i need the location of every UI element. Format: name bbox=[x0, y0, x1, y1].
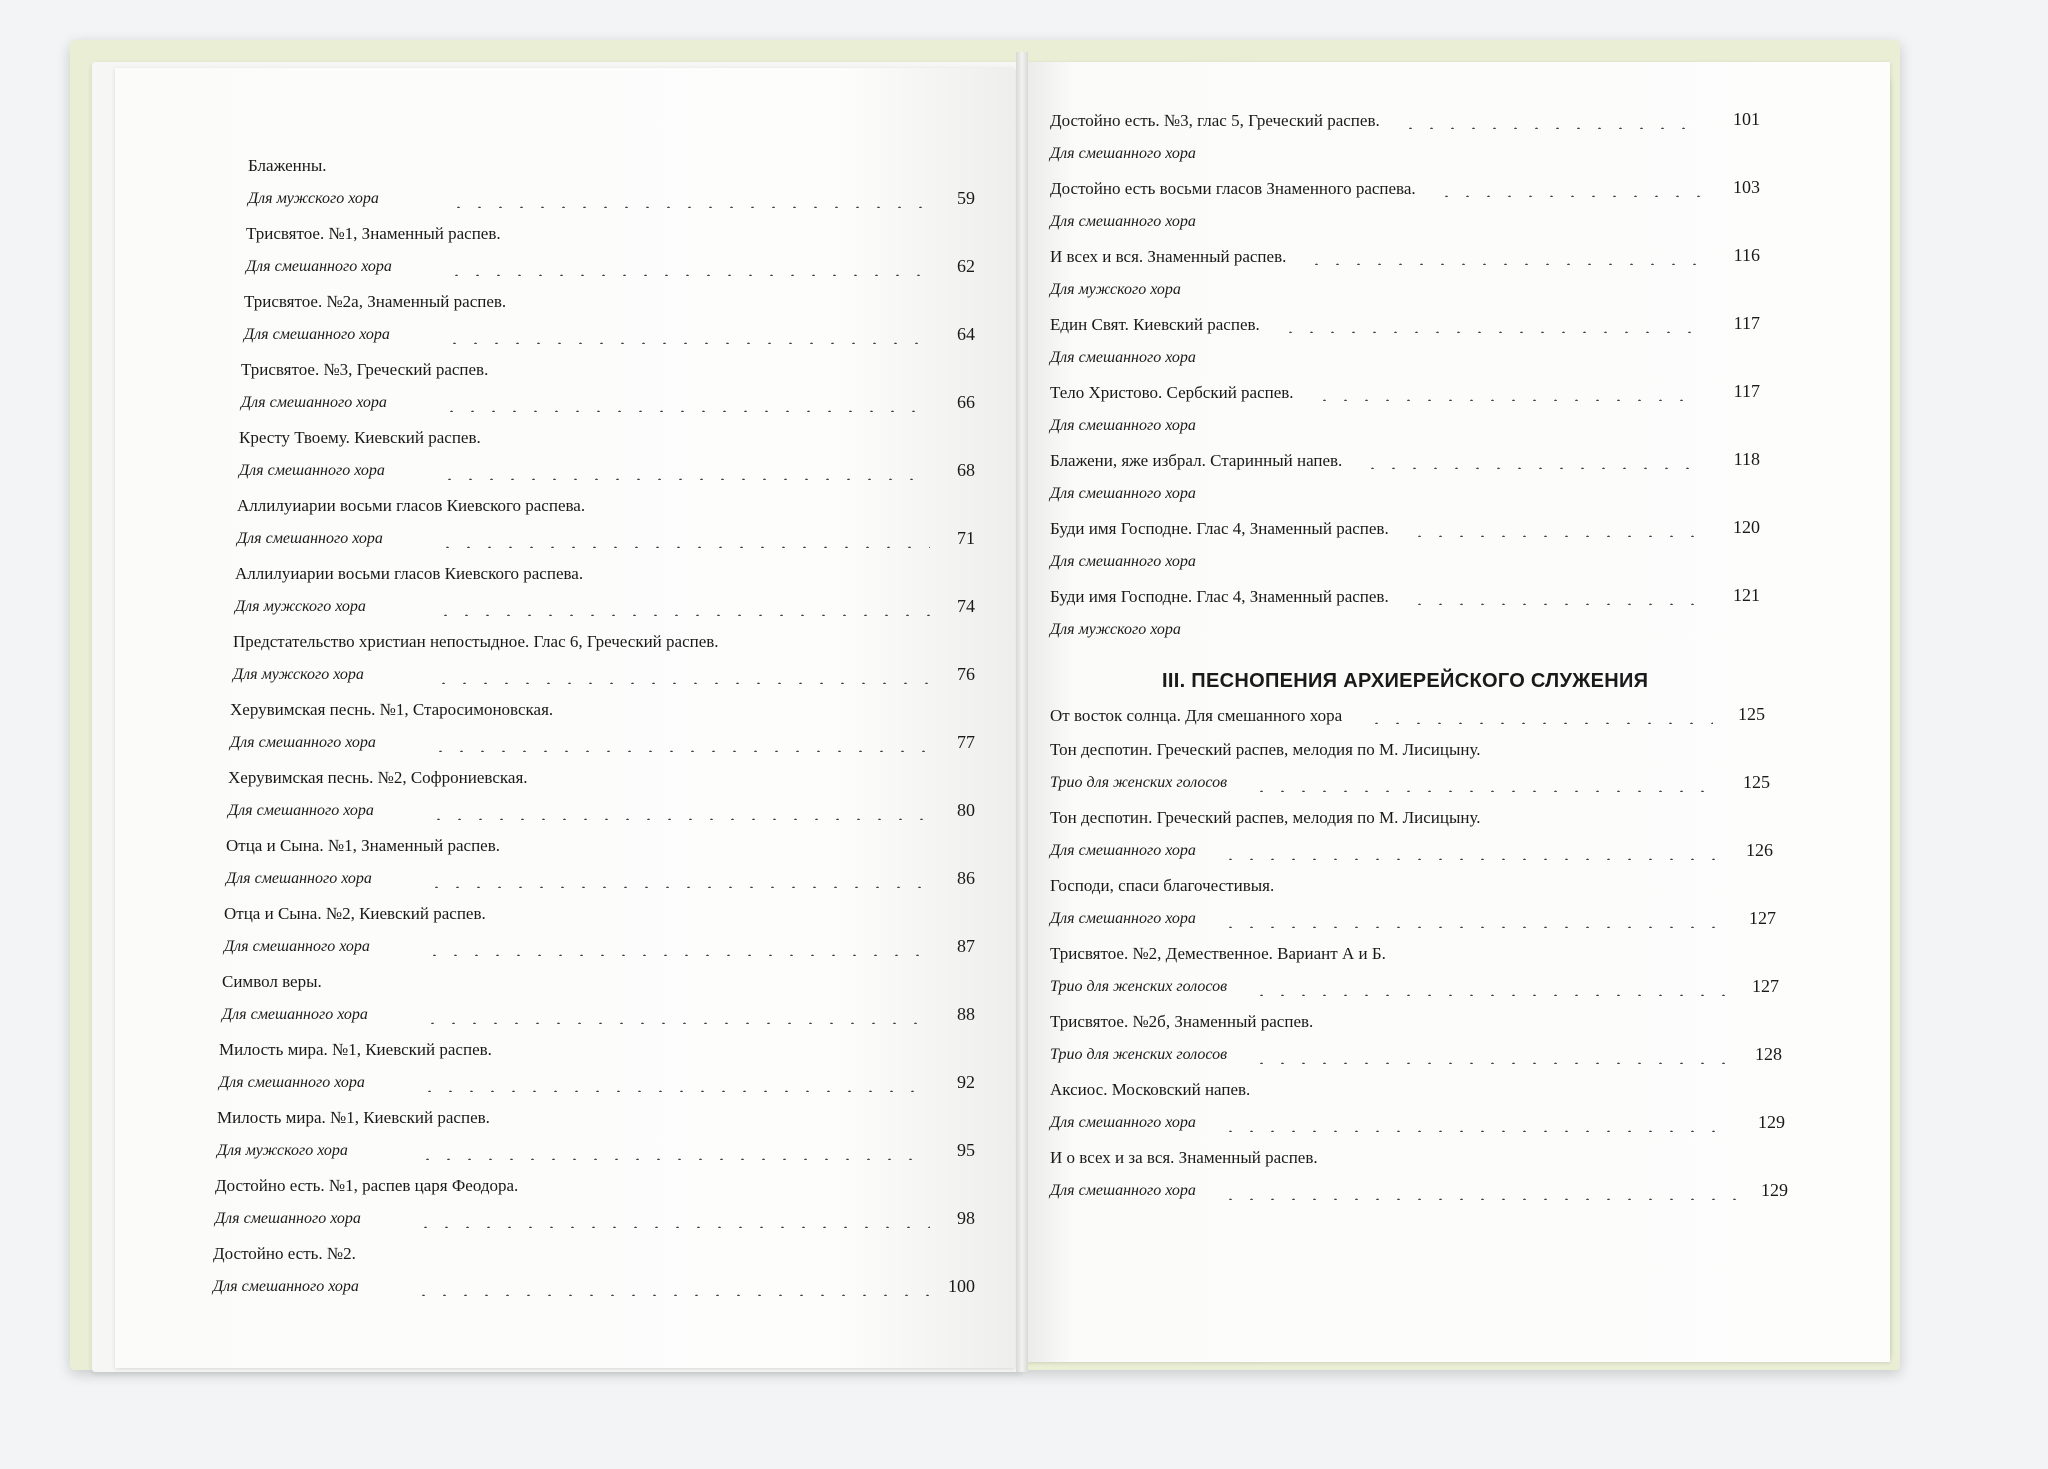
toc-entry-title bbox=[222, 966, 1022, 1000]
entry-title: Тон деспотин. Греческий распев, мелодия по М. Лисицыну. bbox=[1050, 808, 1481, 827]
entry-subtitle: Трио для женских голосов bbox=[1050, 978, 1228, 995]
entry-subtitle: Для смешанного хора bbox=[241, 394, 387, 411]
toc-entry-subtitle bbox=[1050, 343, 1820, 377]
page-number: 128 bbox=[1755, 1044, 1782, 1064]
dot-leader bbox=[1366, 706, 1713, 724]
toc-entry-subtitle bbox=[213, 1272, 1013, 1306]
toc-entry-subtitle bbox=[1050, 139, 1820, 173]
toc-entry-title bbox=[246, 218, 1046, 252]
entry-title: Символ веры. bbox=[222, 972, 322, 991]
entry-subtitle: Для смешанного хора bbox=[226, 870, 372, 887]
entry-title: Един Свят. Киевский распев. bbox=[1050, 315, 1260, 334]
toc-entry-title bbox=[230, 694, 1030, 728]
toc-entry-title bbox=[1050, 241, 1820, 275]
toc-entry-subtitle bbox=[1050, 768, 1820, 802]
dot-leader bbox=[1314, 383, 1700, 401]
toc-entry-title bbox=[1050, 173, 1820, 207]
entry-title: И всех и вся. Знаменный распев. bbox=[1050, 247, 1287, 266]
entry-subtitle: Для смешанного хора bbox=[246, 258, 392, 275]
toc-entry-subtitle bbox=[233, 660, 1033, 694]
toc-entry-subtitle bbox=[246, 252, 1046, 286]
entry-subtitle: Для мужского хора bbox=[233, 666, 364, 683]
toc-entry-subtitle bbox=[244, 320, 1044, 354]
entry-subtitle: Для смешанного хора bbox=[237, 530, 383, 547]
entry-subtitle: Для смешанного хора bbox=[230, 734, 376, 751]
entry-title: Аллилуиарии восьми гласов Киевского распева. bbox=[237, 496, 586, 515]
entry-title: Трисвятое. №2а, Знаменный распев. bbox=[244, 292, 507, 311]
entry-title: Достойно есть. №2. bbox=[213, 1244, 356, 1263]
toc-entry-subtitle bbox=[1050, 547, 1820, 581]
entry-subtitle: Для смешанного хора bbox=[228, 802, 374, 819]
right-toc-top bbox=[1050, 105, 1820, 649]
toc-entry-subtitle bbox=[1050, 1108, 1820, 1142]
dot-leader bbox=[433, 666, 930, 684]
toc-entry-title bbox=[219, 1034, 1019, 1068]
page-number: 62 bbox=[957, 256, 975, 276]
toc-entry-subtitle bbox=[226, 864, 1026, 898]
dot-leader bbox=[1400, 111, 1700, 129]
page-number: 127 bbox=[1749, 908, 1776, 928]
toc-entry-title bbox=[217, 1102, 1017, 1136]
entry-subtitle: Для смешанного хора bbox=[224, 938, 370, 955]
entry-subtitle: Для смешанного хора bbox=[1050, 417, 1196, 434]
dot-leader bbox=[439, 462, 930, 480]
entry-subtitle: Для смешанного хора bbox=[1050, 553, 1196, 570]
toc-entry-subtitle bbox=[228, 796, 1028, 830]
toc-entry-subtitle bbox=[1050, 479, 1820, 513]
dot-leader bbox=[1362, 451, 1700, 469]
entry-title: Достойно есть. №3, глас 5, Греческий распев. bbox=[1050, 111, 1380, 130]
dot-leader bbox=[437, 530, 930, 548]
page-number: 74 bbox=[957, 596, 975, 616]
entry-title: Блажени, яже избрал. Старинный напев. bbox=[1050, 451, 1343, 470]
page-number: 95 bbox=[957, 1140, 975, 1160]
toc-entry-title bbox=[235, 558, 1035, 592]
entry-title: Буди имя Господне. Глас 4, Знаменный распев. bbox=[1050, 587, 1389, 606]
toc-entry-title bbox=[226, 830, 1026, 864]
page-number: 126 bbox=[1746, 840, 1773, 860]
toc-entry-title bbox=[1050, 445, 1820, 479]
entry-title: Достойно есть восьми гласов Знаменного распева. bbox=[1050, 179, 1416, 198]
toc-entry-subtitle bbox=[1050, 972, 1820, 1006]
entry-subtitle: Для смешанного хора bbox=[215, 1210, 361, 1227]
entry-subtitle: Для смешанного хора bbox=[244, 326, 390, 343]
page-number: 68 bbox=[957, 460, 975, 480]
page-number: 129 bbox=[1758, 1112, 1785, 1132]
toc-entry-title bbox=[213, 1238, 1013, 1272]
dot-leader bbox=[430, 734, 930, 752]
toc-entry-title bbox=[1050, 802, 1820, 836]
dot-leader bbox=[1251, 978, 1727, 996]
entry-title: Достойно есть. №1, распев царя Феодора. bbox=[215, 1176, 519, 1195]
entry-title: Милость мира. №1, Киевский распев. bbox=[217, 1108, 490, 1127]
page-number: 125 bbox=[1738, 704, 1765, 724]
dot-leader bbox=[1409, 587, 1700, 605]
dot-leader bbox=[1251, 774, 1718, 792]
toc-entry-title bbox=[233, 626, 1033, 660]
toc-entry-subtitle bbox=[1050, 836, 1820, 870]
entry-title: Милость мира. №1, Киевский распев. bbox=[219, 1040, 492, 1059]
toc-entry-title bbox=[1050, 870, 1820, 904]
toc-entry-title bbox=[1050, 513, 1820, 547]
toc-entry-subtitle bbox=[224, 932, 1024, 966]
entry-subtitle: Трио для женских голосов bbox=[1050, 774, 1228, 791]
toc-entry-subtitle bbox=[1050, 904, 1820, 938]
toc-entry-subtitle bbox=[1050, 1040, 1820, 1074]
entry-subtitle: Для смешанного хора bbox=[1050, 1114, 1196, 1131]
entry-title: Отца и Сына. №2, Киевский распев. bbox=[224, 904, 486, 923]
toc-entry-subtitle bbox=[239, 456, 1039, 490]
page-number: 88 bbox=[957, 1004, 975, 1024]
toc-entry-subtitle bbox=[235, 592, 1035, 626]
toc-entry-title bbox=[1050, 1074, 1820, 1108]
toc-entry-title bbox=[1050, 1142, 1820, 1176]
entry-title: Тон деспотин. Греческий распев, мелодия по М. Лисицыну. bbox=[1050, 740, 1481, 759]
toc-entry-title bbox=[1050, 581, 1820, 615]
entry-subtitle: Для мужского хора bbox=[1050, 281, 1181, 298]
entry-subtitle: Трио для женских голосов bbox=[1050, 1046, 1228, 1063]
toc-entry-subtitle bbox=[1050, 411, 1820, 445]
entry-title: Блаженны. bbox=[248, 156, 327, 175]
entry-subtitle: Для смешанного хора bbox=[1050, 842, 1196, 859]
dot-leader bbox=[448, 190, 930, 208]
entry-subtitle: Для смешанного хора bbox=[1050, 910, 1196, 927]
page-number: 118 bbox=[1733, 449, 1760, 469]
toc-entry-subtitle bbox=[219, 1068, 1019, 1102]
dot-leader bbox=[1220, 1182, 1736, 1200]
toc-entry-title bbox=[1050, 105, 1820, 139]
page-number: 127 bbox=[1752, 976, 1779, 996]
page-number: 117 bbox=[1733, 381, 1760, 401]
page-number: 101 bbox=[1733, 109, 1760, 129]
entry-subtitle: Для смешанного хора bbox=[239, 462, 385, 479]
dot-leader bbox=[422, 1006, 930, 1024]
dot-leader bbox=[1220, 842, 1721, 860]
entry-subtitle: Для мужского хора bbox=[217, 1142, 348, 1159]
toc-entry-title bbox=[1050, 734, 1820, 768]
page-number: 116 bbox=[1733, 245, 1760, 265]
page-number: 86 bbox=[957, 868, 975, 888]
entry-subtitle: Для смешанного хора bbox=[213, 1278, 359, 1295]
entry-title: Кресту Твоему. Киевский распев. bbox=[239, 428, 481, 447]
entry-title: Трисвятое. №3, Греческий распев. bbox=[241, 360, 489, 379]
dot-leader bbox=[417, 1142, 930, 1160]
page-number: 76 bbox=[957, 664, 975, 684]
dot-leader bbox=[435, 598, 930, 616]
page-number: 77 bbox=[957, 732, 975, 752]
dot-leader bbox=[413, 1278, 930, 1296]
dot-leader bbox=[419, 1074, 930, 1092]
entry-subtitle: Для смешанного хора bbox=[1050, 485, 1196, 502]
entry-title: Господи, спаси благочестивыя. bbox=[1050, 876, 1275, 895]
page-number: 117 bbox=[1733, 313, 1760, 333]
entry-title: Трисвятое. №2, Демественное. Вариант А и Б. bbox=[1050, 944, 1386, 963]
page-number: 125 bbox=[1743, 772, 1770, 792]
dot-leader bbox=[1436, 179, 1700, 197]
toc-entry-subtitle bbox=[230, 728, 1030, 762]
section-heading: III. ПЕСНОПЕНИЯ АРХИЕРЕЙСКОГО СЛУЖЕНИЯ bbox=[1162, 670, 1649, 692]
entry-subtitle: Для смешанного хора bbox=[222, 1006, 368, 1023]
toc-entry-title bbox=[1050, 309, 1820, 343]
toc-entry-subtitle bbox=[241, 388, 1041, 422]
entry-subtitle: Для смешанного хора bbox=[1050, 1182, 1196, 1199]
dot-leader bbox=[426, 870, 930, 888]
dot-leader bbox=[1220, 1114, 1733, 1132]
page-number: 98 bbox=[957, 1208, 975, 1228]
page-number: 100 bbox=[948, 1276, 975, 1296]
toc-entry-title bbox=[244, 286, 1044, 320]
dot-leader bbox=[1306, 247, 1700, 265]
entry-subtitle: Для смешанного хора bbox=[219, 1074, 365, 1091]
page-number: 87 bbox=[957, 936, 975, 956]
entry-subtitle: Для смешанного хора bbox=[1050, 145, 1196, 162]
entry-subtitle: Для смешанного хора bbox=[1050, 349, 1196, 366]
toc-entry-single bbox=[1050, 700, 1820, 734]
dot-leader bbox=[428, 802, 930, 820]
entry-title: Предстательство христиан непостыдное. Глас 6, Греческий распев. bbox=[233, 632, 719, 651]
toc-entry-subtitle bbox=[237, 524, 1037, 558]
right-toc-bottom bbox=[1050, 700, 1820, 1210]
dot-leader bbox=[1251, 1046, 1730, 1064]
toc-entry-subtitle bbox=[1050, 1176, 1820, 1210]
dot-leader bbox=[441, 394, 930, 412]
toc-entry-subtitle bbox=[1050, 275, 1820, 309]
page-number: 66 bbox=[957, 392, 975, 412]
page-number: 64 bbox=[957, 324, 975, 344]
toc-entry-title bbox=[224, 898, 1024, 932]
toc-entry-title bbox=[237, 490, 1037, 524]
toc-entry-title bbox=[1050, 1006, 1820, 1040]
toc-entry-title bbox=[1050, 377, 1820, 411]
entry-title: Трисвятое. №1, Знаменный распев. bbox=[246, 224, 501, 243]
entry-title: Херувимская песнь. №1, Старосимоновская. bbox=[230, 700, 554, 719]
entry-title: Буди имя Господне. Глас 4, Знаменный распев. bbox=[1050, 519, 1389, 538]
dot-leader bbox=[424, 938, 930, 956]
toc-entry-title bbox=[241, 354, 1041, 388]
left-toc bbox=[190, 150, 990, 1306]
entry-subtitle: Для мужского хора bbox=[235, 598, 366, 615]
toc-entry-subtitle bbox=[217, 1136, 1017, 1170]
dot-leader bbox=[446, 258, 930, 276]
page-number: 103 bbox=[1733, 177, 1760, 197]
entry-title: От восток солнца. Для смешанного хора bbox=[1050, 706, 1343, 725]
page-number: 80 bbox=[957, 800, 975, 820]
page-number: 59 bbox=[957, 188, 975, 208]
entry-title: Трисвятое. №2б, Знаменный распев. bbox=[1050, 1012, 1314, 1031]
toc-entry-subtitle bbox=[222, 1000, 1022, 1034]
toc-entry-subtitle bbox=[1050, 615, 1820, 649]
entry-subtitle: Для мужского хора bbox=[1050, 621, 1181, 638]
page-number: 120 bbox=[1733, 517, 1760, 537]
dot-leader bbox=[1220, 910, 1724, 928]
dot-leader bbox=[444, 326, 930, 344]
toc-entry-title bbox=[239, 422, 1039, 456]
toc-entry-subtitle bbox=[1050, 207, 1820, 241]
toc-entry-title bbox=[1050, 938, 1820, 972]
toc-entry-title bbox=[228, 762, 1028, 796]
toc-entry-subtitle bbox=[215, 1204, 1015, 1238]
dot-leader bbox=[415, 1210, 930, 1228]
toc-entry-subtitle bbox=[248, 184, 1048, 218]
page-number: 121 bbox=[1733, 585, 1760, 605]
entry-subtitle: Для смешанного хора bbox=[1050, 213, 1196, 230]
dot-leader bbox=[1409, 519, 1700, 537]
entry-title: Тело Христово. Сербский распев. bbox=[1050, 383, 1294, 402]
entry-title: Херувимская песнь. №2, Софрониевская. bbox=[228, 768, 528, 787]
page-number: 71 bbox=[957, 528, 975, 548]
toc-entry-title bbox=[215, 1170, 1015, 1204]
entry-title: Отца и Сына. №1, Знаменный распев. bbox=[226, 836, 501, 855]
page-number: 92 bbox=[957, 1072, 975, 1092]
entry-title: И о всех и за вся. Знаменный распев. bbox=[1050, 1148, 1318, 1167]
entry-subtitle: Для мужского хора bbox=[248, 190, 379, 207]
entry-title: Аксиос. Московский напев. bbox=[1050, 1080, 1251, 1099]
page-number: 129 bbox=[1761, 1180, 1788, 1200]
entry-title: Аллилуиарии восьми гласов Киевского распева. bbox=[235, 564, 584, 583]
dot-leader bbox=[1280, 315, 1700, 333]
toc-entry-title bbox=[248, 150, 1048, 184]
